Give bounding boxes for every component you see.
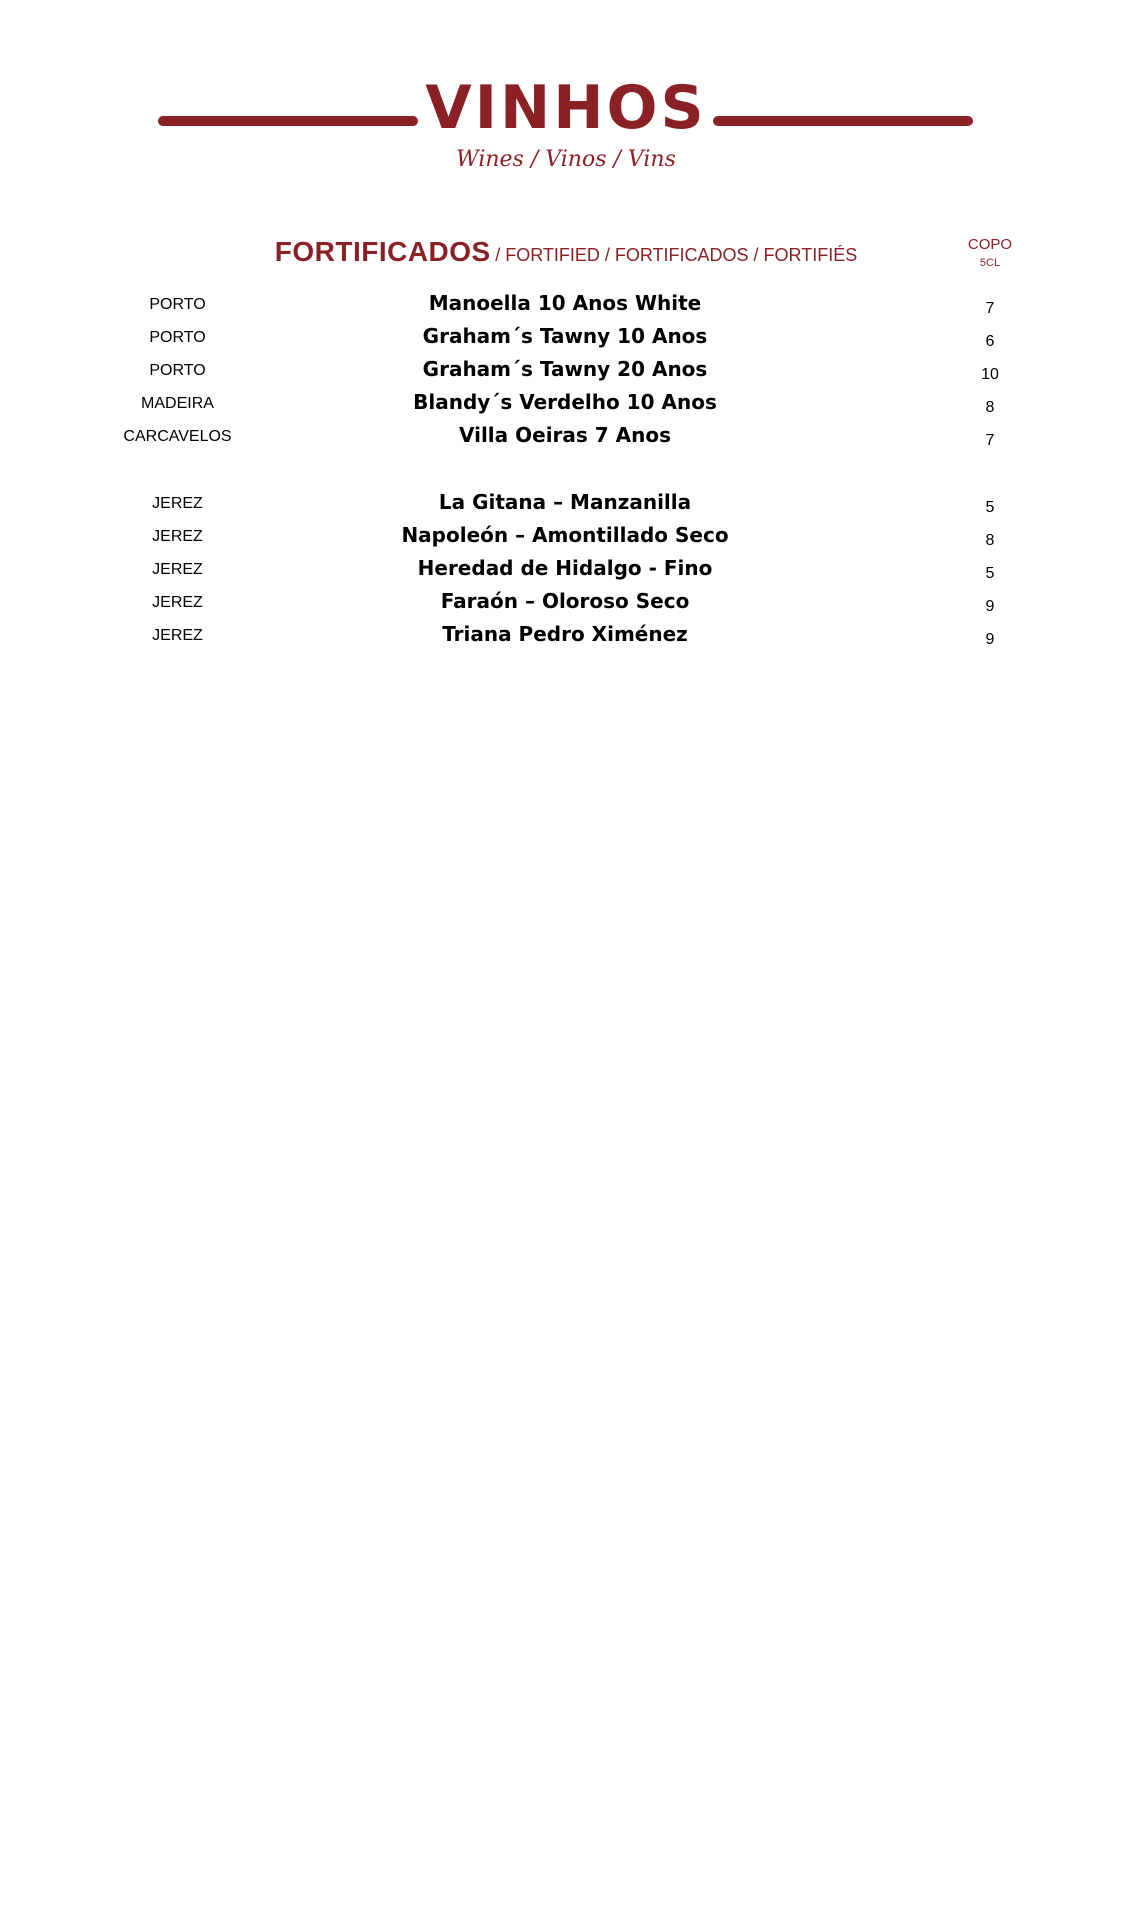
item-region: JEREZ — [152, 561, 203, 578]
price-column-unit: 5CL — [979, 257, 1001, 269]
item-region: JEREZ — [152, 627, 203, 644]
item-price: 8 — [985, 399, 995, 416]
menu-item — [0, 326, 1132, 356]
section-title: FORTIFICADOS — [274, 236, 491, 267]
item-price: 5 — [985, 499, 995, 516]
menu-item — [0, 425, 1132, 455]
item-wine: Villa Oeiras 7 Anos — [458, 423, 672, 447]
item-wine: La Gitana – Manzanilla — [438, 490, 692, 514]
item-region: PORTO — [149, 296, 206, 313]
item-region: PORTO — [149, 362, 206, 379]
item-wine: Graham´s Tawny 20 Anos — [422, 357, 708, 381]
page-subtitle: Wines / Vinos / Vins — [456, 147, 676, 172]
item-price: 7 — [985, 432, 995, 449]
item-price: 6 — [985, 333, 995, 350]
item-wine: Faraón – Oloroso Seco — [440, 589, 690, 613]
menu-item — [0, 624, 1132, 654]
menu-item — [0, 525, 1132, 555]
item-price: 10 — [981, 366, 999, 383]
item-price: 9 — [985, 598, 995, 615]
item-wine: Heredad de Hidalgo - Fino — [417, 556, 713, 580]
section-alt-names: / FORTIFIED / FORTIFICADOS / FORTIFIÉS — [495, 245, 858, 265]
item-region: CARCAVELOS — [123, 428, 232, 445]
item-wine: Napoleón – Amontillado Seco — [401, 523, 729, 547]
menu-item — [0, 293, 1132, 323]
price-column-header: COPO — [967, 236, 1013, 253]
item-region: JEREZ — [152, 594, 203, 611]
item-price: 7 — [985, 300, 995, 317]
menu-item — [0, 591, 1132, 621]
item-price: 5 — [985, 565, 995, 582]
menu-item — [0, 359, 1132, 389]
menu-item — [0, 492, 1132, 522]
item-wine: Manoella 10 Anos White — [428, 291, 702, 315]
page-title: VINHOS — [425, 73, 707, 143]
menu-item — [0, 392, 1132, 422]
item-price: 9 — [985, 631, 995, 648]
item-price: 8 — [985, 532, 995, 549]
menu-item — [0, 558, 1132, 588]
item-region: JEREZ — [152, 528, 203, 545]
item-region: PORTO — [149, 329, 206, 346]
item-wine: Graham´s Tawny 10 Anos — [422, 324, 708, 348]
item-wine: Blandy´s Verdelho 10 Anos — [413, 390, 717, 414]
title-rule-right — [713, 116, 973, 126]
item-wine: Triana Pedro Ximénez — [442, 622, 688, 646]
item-region: MADEIRA — [141, 395, 214, 412]
item-region: JEREZ — [152, 495, 203, 512]
